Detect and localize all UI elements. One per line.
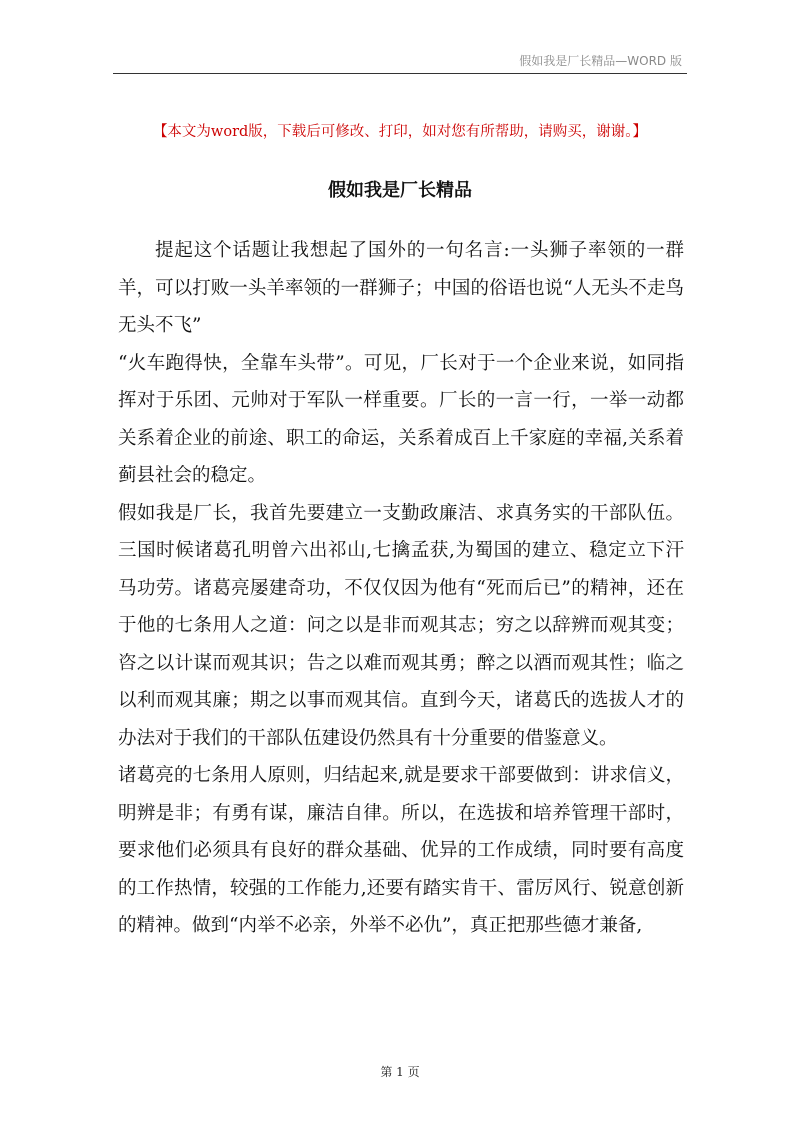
running-header: 假如我是厂长精品—WORD 版 <box>519 54 682 68</box>
paragraph: “火车跑得快，全靠车头带”。可见，厂长对于一个企业来说，如同指挥对于乐团、元帅对于军队一样重要。厂长的一言一行，一举一动都关系着企业的前途、职工的命运，关系着成百上千家庭的幸福,关系着蓟县社会的稳定。 <box>118 352 684 486</box>
document-title: 假如我是厂长精品 <box>328 180 472 201</box>
document-body <box>118 232 684 945</box>
header-divider <box>113 73 687 74</box>
paragraph: 提起这个话题让我想起了国外的一句名言:一头狮子率领的一群羊，可以打败一头羊率领的一群狮子；中国的俗语也说“人无头不走鸟无头不飞” <box>118 240 684 336</box>
paragraph: 假如我是厂长，我首先要建立一支勤政廉洁、求真务实的干部队伍。三国时候诸葛孔明曾六出祁山,七擒孟获,为蜀国的建立、稳定立下汗马功劳。诸葛亮屡建奇功，不仅仅因为他有“死而后已”的精神，还在于他的七条用人之道：问之以是非而观其志；穷之以辞辨而观其变；咨之以计谋而观其识；告之以难而观其勇；醉之以酒而观其性；临之以利而观其廉；期之以事而观其信。直到今天，诸葛氏的选拔人才的办法对于我们的干部队伍建设仍然具有十分重要的借鉴意义。 <box>118 502 684 749</box>
download-notice: 【本文为word版，下载后可修改、打印，如对您有所帮助，请购买，谢谢。】 <box>152 124 648 140</box>
paragraph: 诸葛亮的七条用人原则，归结起来,就是要求干部要做到：讲求信义，明辨是非；有勇有谋，廉洁自律。所以，在选拔和培养管理干部时，要求他们必须具有良好的群众基础、优异的工作成绩，同时要有高度的工作热情，较强的工作能力,还要有踏实肯干、雷厉风行、锐意创新的精神。做到“内举不必亲，外举不必仇”，真正把那些德才兼备, <box>118 765 684 936</box>
page-number: 第 1 页 <box>380 1065 420 1079</box>
